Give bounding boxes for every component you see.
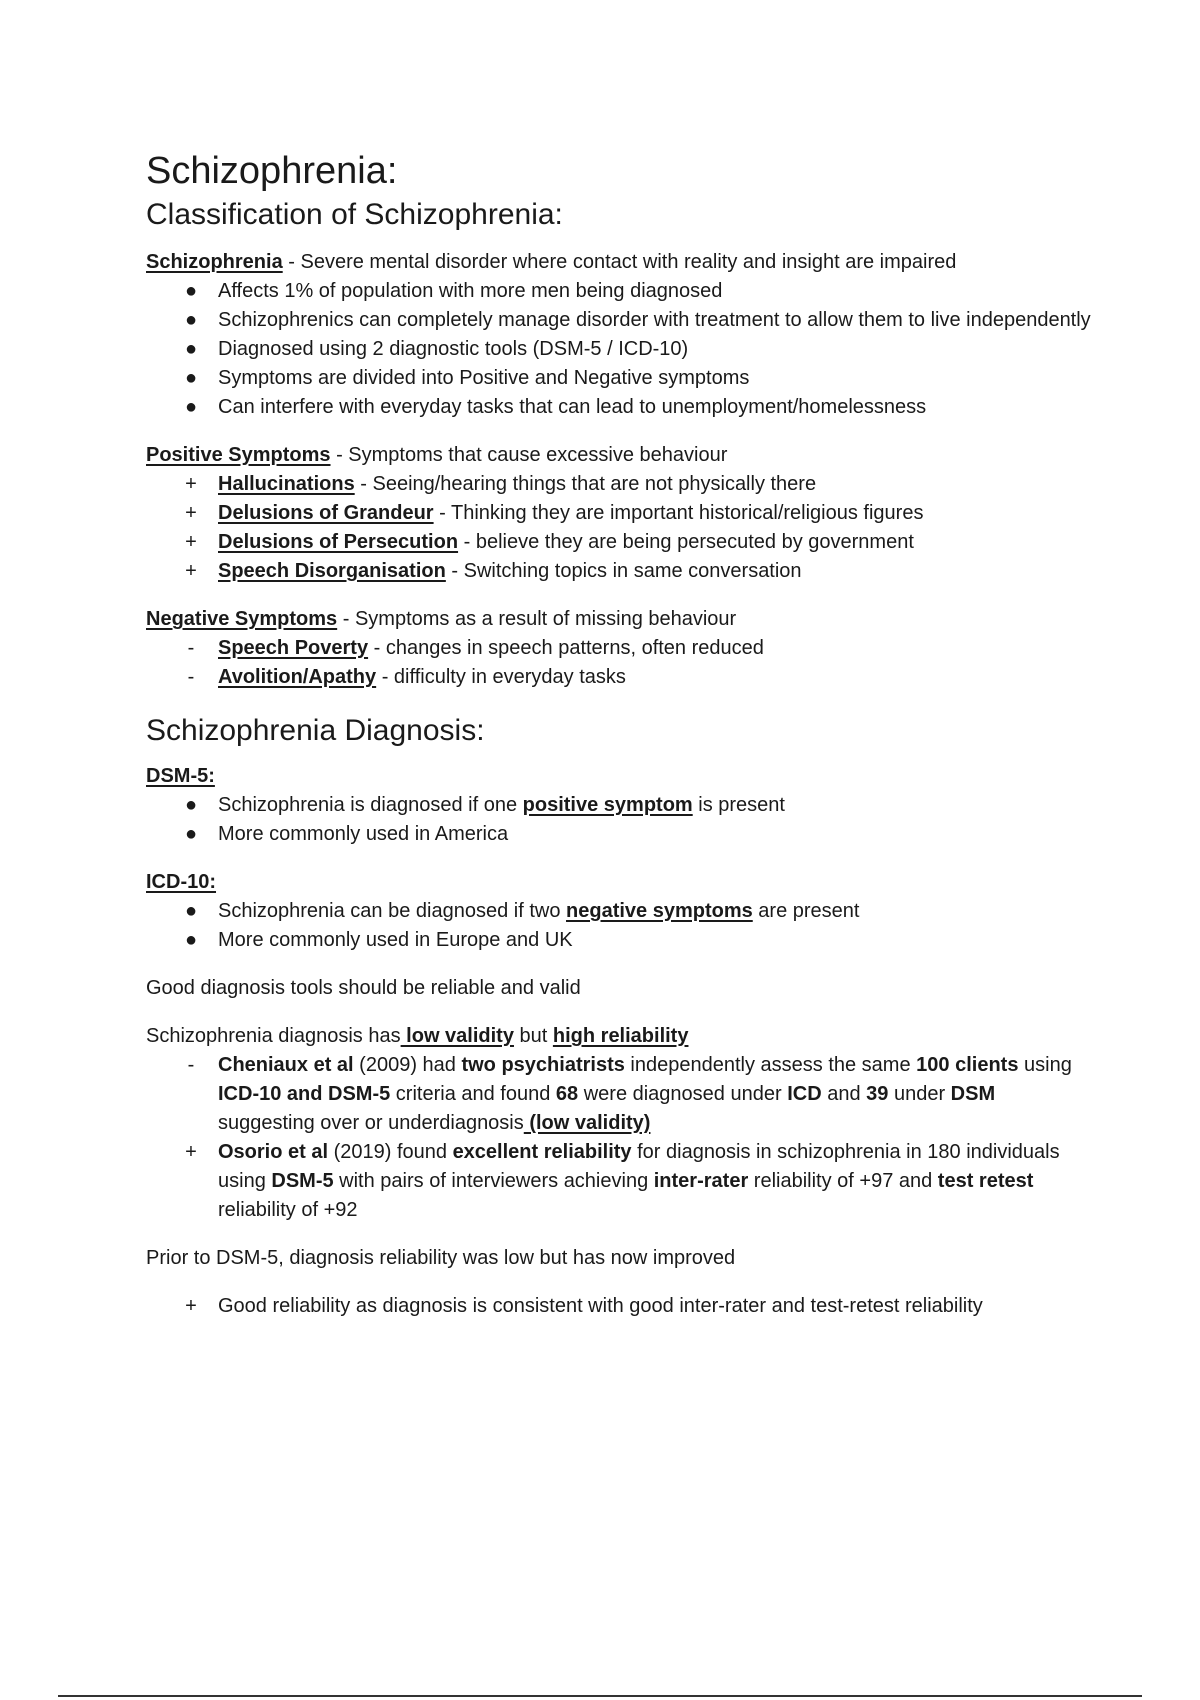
list-item: ● Diagnosed using 2 diagnostic tools (DSM-5 / ICD-10) — [218, 335, 1096, 364]
list-item: ● Can interfere with everyday tasks that can lead to unemployment/homelessness — [218, 393, 1096, 422]
dash-icon: - — [187, 1054, 195, 1076]
bullet-icon: ● — [184, 280, 198, 302]
list-item: + Delusions of Persecution - believe they are being persecuted by government — [218, 528, 1096, 557]
plus-icon: + — [185, 1295, 197, 1317]
negative-symptoms-heading: Negative Symptoms - Symptoms as a result of missing behaviour — [146, 608, 737, 630]
icd-label: ICD-10: — [146, 871, 217, 893]
plus-icon: + — [185, 531, 197, 553]
bullet-icon: ● — [184, 338, 198, 360]
bullet-icon: ● — [184, 309, 198, 331]
dash-icon: - — [187, 637, 195, 659]
positive-symptoms-list — [146, 470, 1096, 586]
document-body — [146, 150, 1096, 1321]
plus-icon: + — [185, 560, 197, 582]
list-item: ● Affects 1% of population with more men being diagnosed — [218, 277, 1096, 306]
list-item: ● Schizophrenia is diagnosed if one positive symptom is present — [218, 791, 1096, 820]
list-item: ● Schizophrenics can completely manage disorder with treatment to allow them to live independently — [218, 306, 1096, 335]
list-item: + Hallucinations - Seeing/hearing things that are not physically there — [218, 470, 1096, 499]
validity-reliability-line: Schizophrenia diagnosis has low validity but high reliability — [146, 1025, 689, 1047]
final-list — [146, 1292, 1096, 1321]
list-item: - Avolition/Apathy - difficulty in everyday tasks — [218, 663, 1096, 692]
definition-term: Schizophrenia — [146, 251, 283, 273]
icd-list — [146, 897, 1096, 955]
good-tools-text: Good diagnosis tools should be reliable and valid — [146, 977, 581, 999]
list-item: + Speech Disorganisation - Switching topics in same conversation — [218, 557, 1096, 586]
bullet-icon: ● — [184, 929, 198, 951]
dsm-label: DSM-5: — [146, 765, 215, 787]
classification-heading: Classification of Schizophrenia: — [146, 198, 563, 231]
list-item: ● Symptoms are divided into Positive and Negative symptoms — [218, 364, 1096, 393]
definition-text: - Severe mental disorder where contact with reality and insight are impaired — [282, 251, 957, 273]
list-item: ● More commonly used in America — [218, 820, 1096, 849]
diagnosis-heading: Schizophrenia Diagnosis: — [146, 714, 485, 747]
classification-bullets — [146, 277, 1096, 422]
evidence-list — [146, 1051, 1096, 1225]
dash-icon: - — [187, 666, 195, 688]
schizophrenia-definition — [146, 248, 1096, 277]
list-item: + Delusions of Grandeur - Thinking they are important historical/religious figures — [218, 499, 1096, 528]
plus-icon: + — [185, 473, 197, 495]
bullet-icon: ● — [184, 823, 198, 845]
dsm-list — [146, 791, 1096, 849]
negative-symptoms-list — [146, 634, 1096, 692]
bullet-icon: ● — [184, 900, 198, 922]
plus-icon: + — [185, 1141, 197, 1163]
positive-symptoms-heading: Positive Symptoms - Symptoms that cause excessive behaviour — [146, 444, 728, 466]
list-item: ● More commonly used in Europe and UK — [218, 926, 1096, 955]
plus-icon: + — [185, 502, 197, 524]
list-item: + Good reliability as diagnosis is consistent with good inter-rater and test-retest reliability — [218, 1292, 1096, 1321]
bullet-icon: ● — [184, 367, 198, 389]
bullet-icon: ● — [184, 794, 198, 816]
list-item: ● Schizophrenia can be diagnosed if two negative symptoms are present — [218, 897, 1096, 926]
list-item-osorio: + Osorio et al (2019) found excellent reliability for diagnosis in schizophrenia in 180 individuals using DSM-5 with pairs of interviewers achieving inter-rater reliability of +97 and test retest reliability of +92 — [218, 1138, 1096, 1225]
prior-dsm-text: Prior to DSM-5, diagnosis reliability was low but has now improved — [146, 1247, 736, 1269]
list-item: - Speech Poverty - changes in speech patterns, often reduced — [218, 634, 1096, 663]
footer-divider — [58, 1695, 1142, 1697]
list-item-cheniaux: - Cheniaux et al (2009) had two psychiatrists independently assess the same 100 clients using ICD-10 and DSM-5 criteria and found 68 were diagnosed under ICD and 39 under DSM suggesting over or underdiagnosis (low validity) — [218, 1051, 1096, 1138]
bullet-icon: ● — [184, 396, 198, 418]
page-title: Schizophrenia: — [146, 150, 398, 192]
